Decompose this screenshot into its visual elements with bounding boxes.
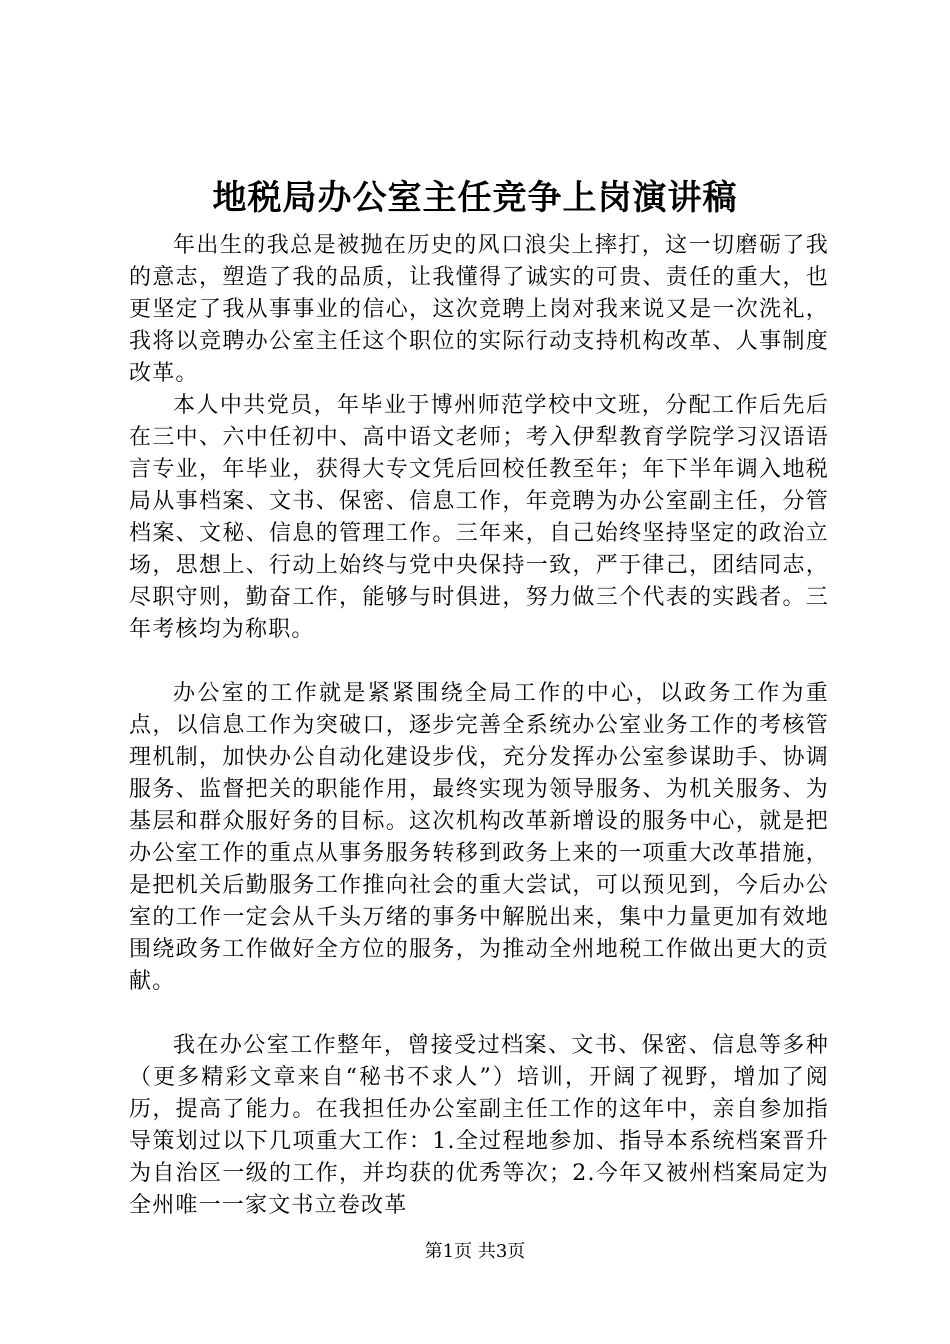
paragraph-background: 本人中共党员，年毕业于博州师范学校中文班，分配工作后先后在三中、六中任初中、高中语文老师；考入伊犁教育学院学习汉语语言专业，年毕业，获得大专文凭后回校任教至年；年下半年调入地税局从事档案、文书、保密、信息工作，年竞聘为办公室副主任，分管档案、文秘、信息的管理工作。三年来，自己始终坚持坚定的政治立场，思想上、行动上始终与党中央保持一致，严于律己，团结同志，尽职守则，勤奋工作，能够与时俱进，努力做三个代表的实践者。三年考核均为称职。 (129, 393, 829, 642)
paragraph-intro: 年出生的我总是被抛在历史的风口浪尖上摔打，这一切磨砺了我的意志，塑造了我的品质，让我懂得了诚实的可贵、责任的重大，也更坚定了我从事事业的信心，这次竞聘上岗对我来说又是一次洗礼，我将以竞聘办公室主任这个职位的实际行动支持机构改革、人事制度改革。 (129, 233, 829, 386)
paragraph-experience: 我在办公室工作整年，曾接受过档案、文书、保密、信息等多种（更多精彩文章来自“秘书不求人”）培训，开阔了视野，增加了阅历，提高了能力。在我担任办公室副主任工作的这年中，亲自参加指导策划过以下几项重大工作：1.全过程地参加、指导本系统档案晋升为自治区一级的工作，并均获的优秀等次；2.今年又被州档案局定为全州唯一一家文书立卷改革 (129, 1033, 829, 1218)
paragraph-office-work: 办公室的工作就是紧紧围绕全局工作的中心，以政务工作为重点，以信息工作为突破口，逐步完善全系统办公室业务工作的考核管理机制，加快办公自动化建设步伐，充分发挥办公室参谋助手、协调服务、监督把关的职能作用，最终实现为领导服务、为机关服务、为基层和群众服好务的目标。这次机构改革新增设的服务中心，就是把办公室工作的重点从事务服务转移到政务上来的一项重大改革措施，是把机关后勤服务工作推向社会的重大尝试，可以预见到，今后办公室的工作一定会从千头万绪的事务中解脱出来，集中力量更加有效地围绕政务工作做好全方位的服务，为推动全州地税工作做出更大的贡献。 (129, 681, 829, 994)
document-title: 地税局办公室主任竞争上岗演讲稿 (212, 178, 738, 218)
document-body (129, 230, 829, 1222)
page-footer: 第1页 共3页 (424, 1241, 526, 1262)
